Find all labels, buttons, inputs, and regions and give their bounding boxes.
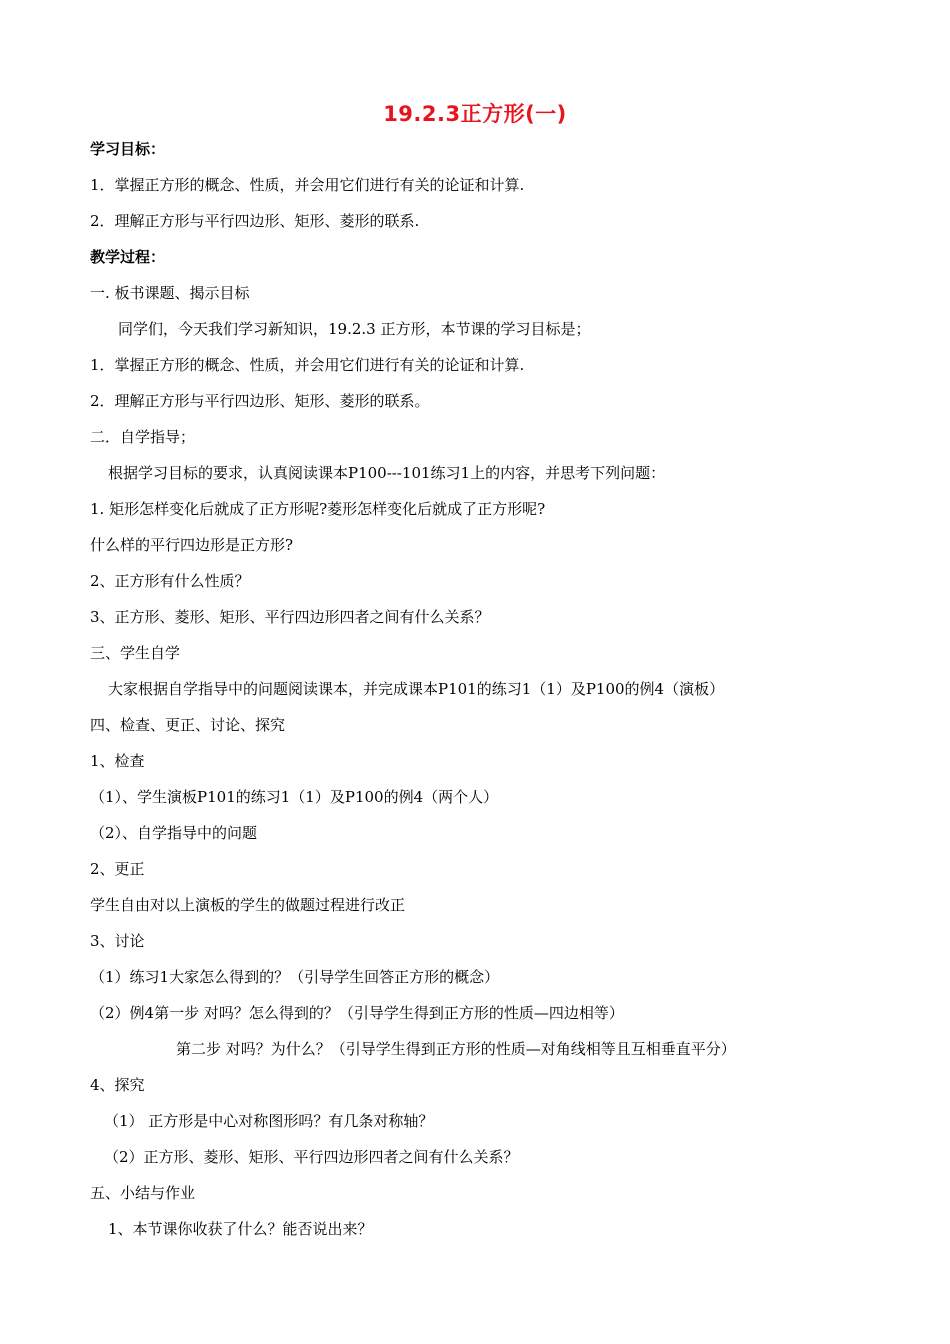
text-line: 2．理解正方形与平行四边形、矩形、菱形的联系。 bbox=[90, 392, 430, 410]
text-line: 4、探究 bbox=[90, 1076, 145, 1094]
text-line: （1） 正方形是中心对称图形吗？有几条对称轴？ bbox=[104, 1112, 434, 1130]
text-line: 二．自学指导； bbox=[90, 428, 196, 446]
section-heading-objectives: 学习目标： bbox=[90, 140, 166, 158]
document-title: 19.2.3正方形(一) bbox=[383, 102, 567, 126]
objective-line: 1．掌握正方形的概念、性质，并会用它们进行有关的论证和计算. bbox=[90, 176, 525, 194]
text-line: 一. 板书课题、揭示目标 bbox=[90, 284, 250, 302]
text-line: 1、检查 bbox=[90, 752, 145, 770]
text-line: 同学们，今天我们学习新知识，19.2.3 正方形，本节课的学习目标是； bbox=[118, 320, 591, 338]
section-heading-process: 教学过程： bbox=[90, 248, 166, 266]
text-line: 2、更正 bbox=[90, 860, 145, 878]
text-line: 什么样的平行四边形是正方形? bbox=[90, 536, 294, 554]
text-line: 1、本节课你收获了什么？能否说出来？ bbox=[108, 1220, 373, 1238]
text-line: 五、小结与作业 bbox=[90, 1184, 196, 1202]
text-line: （1）、学生演板P101的练习1（1）及P100的例4（两个人） bbox=[90, 788, 499, 806]
text-line: 四、检查、更正、讨论、探究 bbox=[90, 716, 286, 734]
text-line: 三、学生自学 bbox=[90, 644, 181, 662]
text-line: （2）例4第一步 对吗？怎么得到的？（引导学生得到正方形的性质—四边相等） bbox=[90, 1004, 624, 1022]
text-line: 第二步 对吗？为什么？（引导学生得到正方形的性质—对角线相等且互相垂直平分） bbox=[176, 1040, 736, 1058]
text-line: 3、讨论 bbox=[90, 932, 145, 950]
text-line: （1）练习1大家怎么得到的？（引导学生回答正方形的概念） bbox=[90, 968, 500, 986]
text-line: 学生自由对以上演板的学生的做题过程进行改正 bbox=[90, 896, 406, 914]
text-line: 1. 矩形怎样变化后就成了正方形呢?菱形怎样变化后就成了正方形呢? bbox=[90, 500, 546, 518]
text-line: 1．掌握正方形的概念、性质，并会用它们进行有关的论证和计算. bbox=[90, 356, 525, 374]
text-line: 根据学习目标的要求，认真阅读课本P100---101练习1上的内容，并思考下列问题： bbox=[108, 464, 666, 482]
text-line: 3、正方形、菱形、矩形、平行四边形四者之间有什么关系？ bbox=[90, 608, 490, 626]
text-line: （2）正方形、菱形、矩形、平行四边形四者之间有什么关系？ bbox=[104, 1148, 519, 1166]
text-line: （2）、自学指导中的问题 bbox=[90, 824, 258, 842]
text-line: 大家根据自学指导中的问题阅读课本，并完成课本P101的练习1（1）及P100的例4（演板） bbox=[108, 680, 725, 698]
text-line: 2、正方形有什么性质？ bbox=[90, 572, 250, 590]
objective-line: 2．理解正方形与平行四边形、矩形、菱形的联系. bbox=[90, 212, 420, 230]
